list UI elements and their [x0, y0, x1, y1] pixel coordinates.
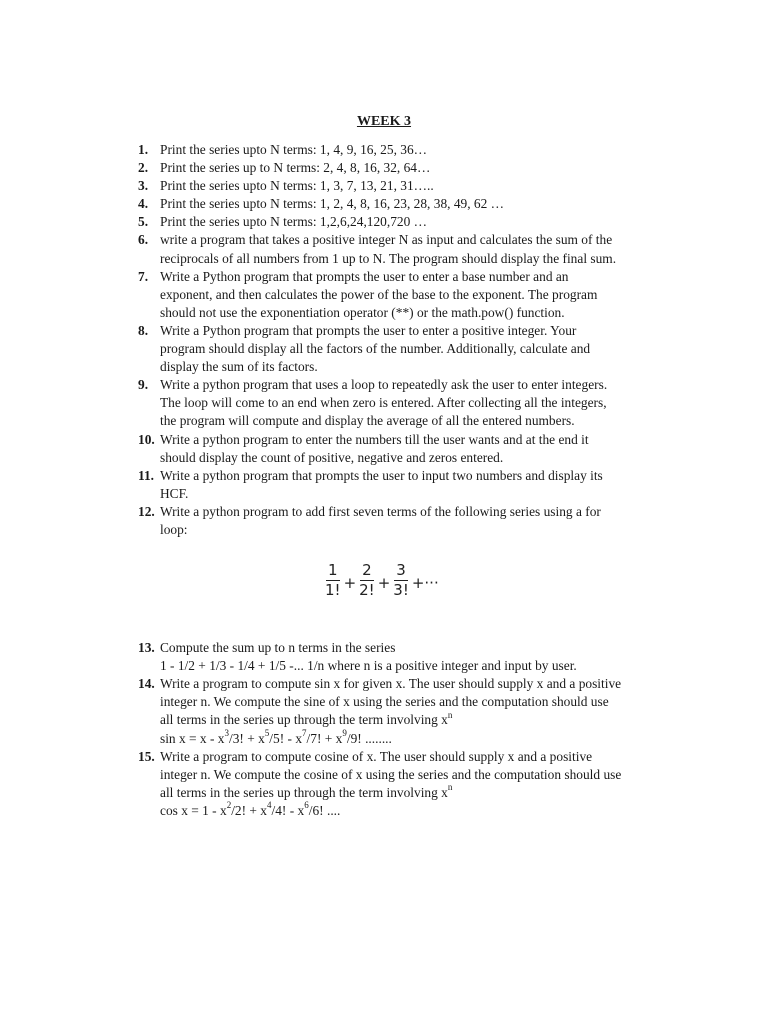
item-text: reciprocals of all numbers from 1 up to N. The program should display the final sum.: [160, 250, 617, 266]
exercise-list: [138, 141, 658, 820]
item-text: write a program that takes a positive integer N as input and calculates the sum of the: [160, 232, 613, 248]
item-text: Write a program to compute cosine of x. The user should supply x and a positive: [160, 748, 593, 764]
plus-operator: +: [377, 573, 391, 592]
item-text: loop:: [160, 521, 188, 537]
item-text: Compute the sum up to n terms in the series: [160, 640, 396, 656]
item-text: integer n. We compute the cosine of x using the series and the computation should use: [160, 766, 622, 782]
exercise-item-12: [138, 503, 658, 539]
item-number: 1.: [138, 142, 149, 157]
item-text: HCF.: [160, 485, 189, 501]
item-text: Print the series upto N terms: 1,2,6,24,120,720 …: [160, 214, 428, 230]
series-formula: [324, 562, 441, 599]
item-number: 15.: [138, 748, 155, 764]
item-number: 9.: [138, 377, 149, 393]
fraction-numerator: 3: [396, 561, 406, 580]
item-text: Write a python program to enter the numbers till the user wants and at the end it: [160, 431, 589, 447]
fraction-denominator: 2!: [359, 581, 375, 600]
item-text: should display the count of positive, negative and zeros entered.: [160, 449, 504, 465]
item-text: The loop will come to an end when zero is entered. After collecting all the integers,: [160, 395, 607, 411]
item-number: 4.: [138, 196, 149, 212]
item-text: Write a python program to add first seven terms of the following series using a for: [160, 503, 601, 519]
exercise-item-3: [138, 177, 658, 195]
item-number: 14.: [138, 676, 155, 692]
item-text: Write a python program that uses a loop to repeatedly ask the user to enter integers.: [160, 377, 608, 393]
item-number: 5.: [138, 214, 149, 230]
fraction-term: [325, 562, 341, 599]
series-tail: +···: [411, 573, 439, 592]
fraction-numerator: 2: [362, 561, 372, 580]
sine-series-formula: $\sin x = x - x^3/3$! + $x^5/5$! - $x^7/7$! + $x^9/9$! ........: [160, 728, 392, 746]
series-formula-block: [138, 539, 658, 639]
item-number: 2.: [138, 160, 149, 176]
item-number: 7.: [138, 268, 149, 284]
item-number: 6.: [138, 232, 149, 248]
exercise-item-7: [138, 268, 658, 322]
superscript: n: [447, 709, 453, 720]
item-text: Print the series upto N terms: 1, 4, 9, 16, 25, 36…: [160, 142, 428, 157]
exercise-item-4: [138, 195, 658, 213]
fraction-term: [359, 562, 375, 599]
item-text: Write a python program that prompts the user to input two numbers and display its: [160, 467, 603, 483]
fraction-term: [393, 562, 409, 599]
exercise-item-10: [138, 431, 658, 467]
exercise-item-1: [138, 141, 658, 159]
exercise-item-11: [138, 467, 658, 503]
fraction-denominator: 1!: [325, 581, 341, 600]
exercise-item-5: [138, 213, 658, 231]
item-text-with-superscript: all terms in the series up through the term involving $x^n$: [160, 709, 453, 728]
plus-operator: +: [343, 573, 357, 592]
item-text: display the sum of its factors.: [160, 359, 318, 375]
exercise-item-15: [138, 748, 658, 820]
item-number: 12.: [138, 503, 155, 519]
item-text: Write a program to compute sin x for given x. The user should supply x and a positive: [160, 676, 622, 692]
item-text: integer n. We compute the sine of x using the series and the computation should use: [160, 694, 609, 710]
item-number: 3.: [138, 178, 149, 194]
item-text: should not use the exponentiation operator (**) or the math.pow() function.: [160, 304, 565, 320]
item-text: Print the series upto N terms: 1, 2, 4, 8, 16, 23, 28, 38, 49, 62 …: [160, 196, 505, 212]
exercise-item-8: [138, 322, 658, 376]
item-text: Print the series upto N terms: 1, 3, 7, 13, 21, 31…..: [160, 178, 434, 194]
item-number: 11.: [138, 467, 154, 483]
item-number: 10.: [138, 431, 155, 447]
exercise-item-9: [138, 376, 658, 430]
item-text: 1 - 1/2 + 1/3 - 1/4 + 1/5 -... 1/n where n is a positive integer and input by user.: [160, 658, 577, 674]
item-text: Write a Python program that prompts the user to enter a base number and an: [160, 268, 569, 284]
exercise-item-13: [138, 639, 658, 675]
cosine-series-formula: $\cos x = 1 - x^2/2$! + $x^4/4$! - $x^6/6$! ....: [160, 800, 341, 818]
exercise-item-2: [138, 159, 658, 177]
fraction-denominator: 3!: [393, 581, 409, 600]
item-text: Print the series up to N terms: 2, 4, 8, 16, 32, 64…: [160, 160, 431, 176]
exercise-item-6: [138, 231, 658, 267]
item-text: exponent, and then calculates the power of the base to the exponent. The program: [160, 286, 598, 302]
exercise-item-14: [138, 675, 658, 747]
superscript: n: [447, 782, 453, 793]
page-title: WEEK 3: [356, 114, 412, 129]
item-number: 13.: [138, 640, 155, 656]
item-text: Write a Python program that prompts the user to enter a positive integer. Your: [160, 322, 577, 338]
item-number: 8.: [138, 322, 149, 338]
item-text: program should display all the factors of the number. Additionally, calculate and: [160, 341, 591, 357]
fraction-numerator: 1: [328, 561, 338, 580]
item-text-with-superscript: all terms in the series up through the term involving $x^n$: [160, 782, 453, 800]
item-text: the program will compute and display the average of all the entered numbers.: [160, 413, 575, 429]
